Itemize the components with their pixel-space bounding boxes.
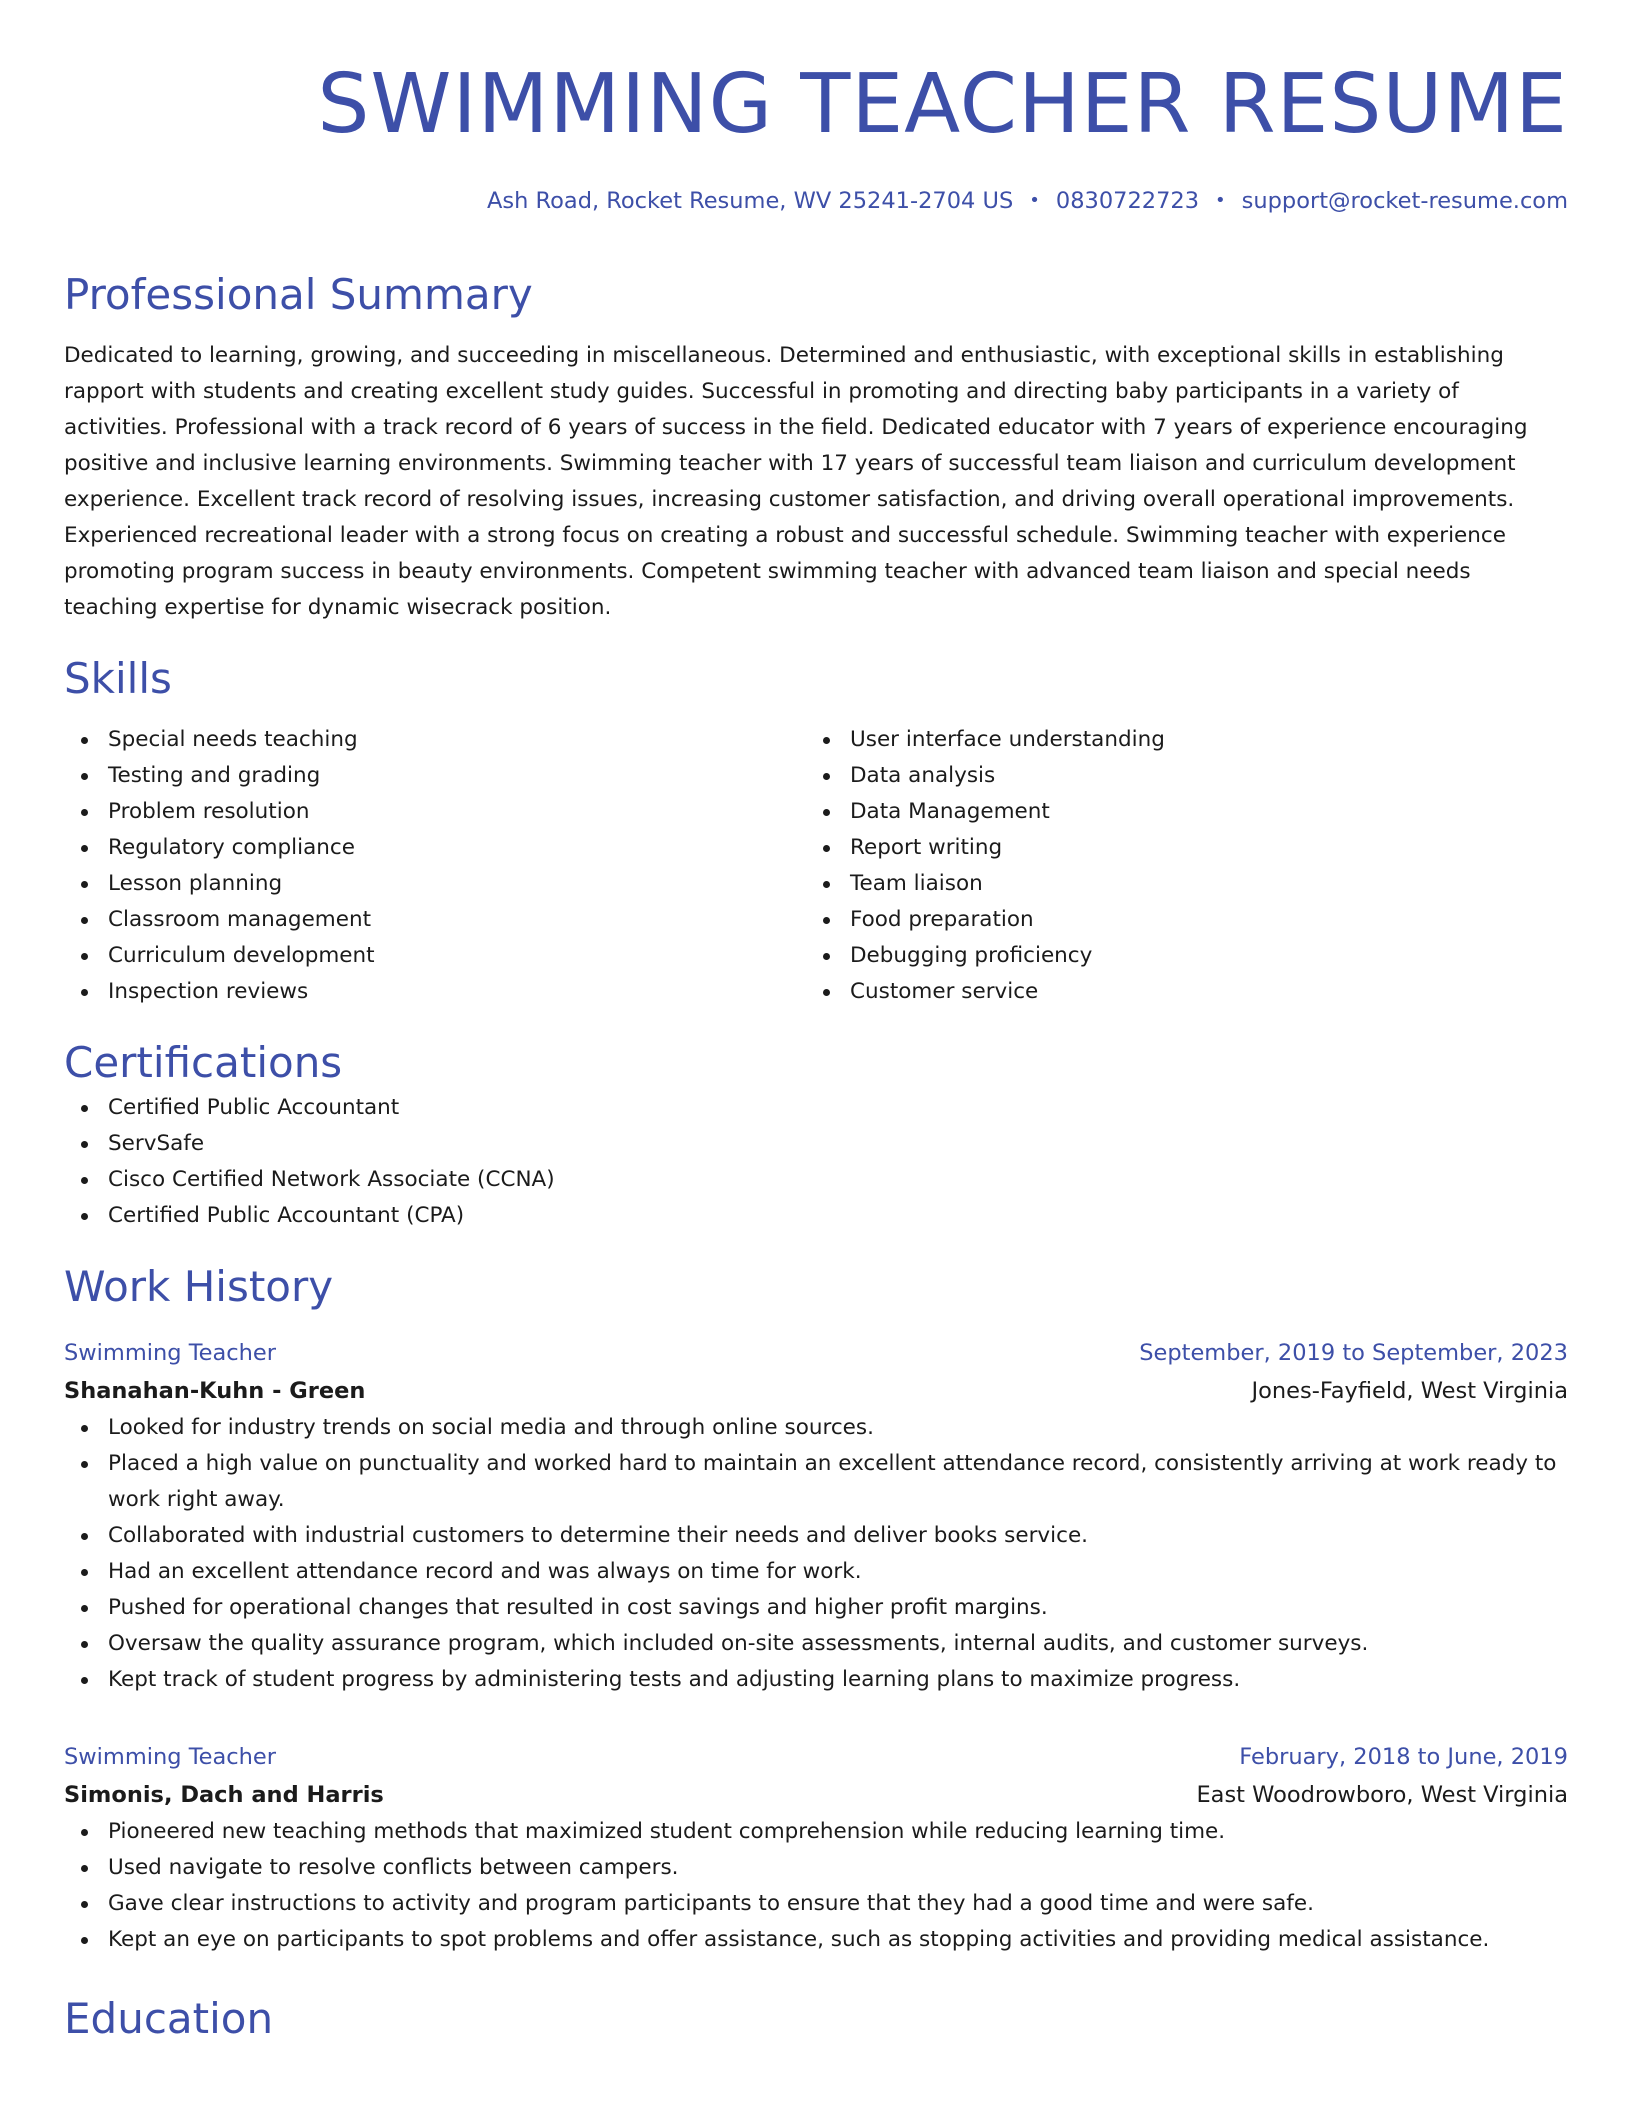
job-duties-list bbox=[64, 1814, 1568, 1958]
list-item-text: Collaborated with industrial customers to determine their needs and deliver books service. bbox=[108, 1523, 1089, 1548]
list-item bbox=[64, 794, 806, 830]
list-item-text: Certified Public Accountant bbox=[108, 1095, 400, 1120]
list-item-text: Data Management bbox=[850, 799, 1050, 824]
bullet-icon bbox=[823, 845, 830, 852]
bullet-icon bbox=[81, 1641, 88, 1648]
list-item bbox=[806, 758, 1548, 794]
list-item bbox=[64, 974, 806, 1010]
list-item bbox=[64, 866, 806, 902]
bullet-icon bbox=[823, 917, 830, 924]
list-item bbox=[64, 1626, 1568, 1662]
contact-phone: 0830722723 bbox=[1055, 188, 1200, 214]
bullet-icon bbox=[81, 1141, 88, 1148]
bullet-icon bbox=[81, 1461, 88, 1468]
list-item bbox=[64, 1518, 1568, 1554]
list-item-text: Team liaison bbox=[850, 871, 983, 896]
list-item-text: Gave clear instructions to activity and program participants to ensure that they had a good time and were safe. bbox=[108, 1891, 1314, 1916]
job-entry bbox=[64, 1334, 1568, 1698]
section-work-history bbox=[64, 1260, 1568, 1958]
bullet-icon bbox=[81, 1605, 88, 1612]
list-item bbox=[64, 1922, 1568, 1958]
resume-title: SWIMMING TEACHER RESUME bbox=[317, 57, 1568, 152]
list-item bbox=[64, 758, 806, 794]
list-item bbox=[64, 1886, 1568, 1922]
contact-line bbox=[64, 186, 1568, 218]
list-item bbox=[64, 902, 806, 938]
job-company: Shanahan-Kuhn - Green bbox=[64, 1378, 366, 1404]
contact-separator: • bbox=[1029, 190, 1040, 211]
list-item-text: Problem resolution bbox=[108, 799, 310, 824]
list-item-text: Pushed for operational changes that resulted in cost savings and higher profit margins. bbox=[108, 1595, 1048, 1620]
section-skills bbox=[64, 652, 1568, 1010]
job-header-row bbox=[64, 1738, 1568, 1776]
job-employer-row bbox=[64, 1372, 1568, 1410]
list-item-text: User interface understanding bbox=[850, 727, 1165, 752]
list-item bbox=[64, 830, 806, 866]
job-entry bbox=[64, 1738, 1568, 1958]
bullet-icon bbox=[823, 881, 830, 888]
job-header-row bbox=[64, 1334, 1568, 1372]
resume-page bbox=[64, 0, 1568, 2046]
section-education bbox=[64, 1992, 1568, 2046]
job-company: Simonis, Dach and Harris bbox=[64, 1782, 384, 1808]
summary-text: Dedicated to learning, growing, and succeeding in miscellaneous. Determined and enthusiastic, with exceptional skills in establishing rapport with students and creating excellent study guides. Successful in promoting and directing baby participants in a variety of activities. Professional with a track record of 6 years of success in the field. Dedicated educator with 7 years of experience encouraging positive and inclusive learning environments. Swimming teacher with 17 years of successful team liaison and curriculum development experience. Excellent track record of resolving issues, increasing customer satisfaction, and driving overall operational improvements. Experienced recreational leader with a strong focus on creating a robust and successful schedule. Swimming teacher with experience promoting program success in beauty environments. Competent swimming teacher with advanced team liaison and special needs teaching expertise for dynamic wisecrack position. bbox=[64, 343, 1528, 620]
list-item bbox=[64, 1814, 1568, 1850]
list-item bbox=[64, 1850, 1568, 1886]
bullet-icon bbox=[81, 953, 88, 960]
bullet-icon bbox=[81, 773, 88, 780]
section-heading: Professional Summary bbox=[64, 270, 533, 319]
section-certifications bbox=[64, 1036, 1568, 1234]
contact-address: Ash Road, Rocket Resume, WV 25241-2704 US bbox=[486, 188, 1014, 214]
bullet-icon bbox=[823, 737, 830, 744]
list-item bbox=[64, 1446, 1568, 1518]
bullet-icon bbox=[81, 1865, 88, 1872]
list-item bbox=[806, 722, 1548, 758]
list-item-text: Inspection reviews bbox=[108, 979, 309, 1004]
list-item bbox=[806, 866, 1548, 902]
list-item-text: Looked for industry trends on social media and through online sources. bbox=[108, 1415, 874, 1440]
job-duties-list bbox=[64, 1410, 1568, 1698]
contact-email: support@rocket-resume.com bbox=[1241, 188, 1568, 214]
resume-header bbox=[64, 0, 1568, 218]
job-title: Swimming Teacher bbox=[64, 1340, 276, 1366]
bullet-icon bbox=[81, 989, 88, 996]
list-item bbox=[806, 974, 1548, 1010]
skills-grid bbox=[64, 722, 1568, 1010]
list-item-text: Data analysis bbox=[850, 763, 996, 788]
bullet-icon bbox=[81, 737, 88, 744]
bullet-icon bbox=[81, 881, 88, 888]
list-item-text: Testing and grading bbox=[108, 763, 321, 788]
list-item bbox=[64, 722, 806, 758]
job-location: Jones-Fayfield, West Virginia bbox=[1251, 1378, 1568, 1404]
list-item bbox=[64, 1554, 1568, 1590]
bullet-icon bbox=[81, 1213, 88, 1220]
list-item-text: Lesson planning bbox=[108, 871, 283, 896]
list-item bbox=[806, 830, 1548, 866]
list-item-text: Report writing bbox=[850, 835, 1003, 860]
list-item bbox=[64, 1410, 1568, 1446]
skills-list-right bbox=[806, 722, 1548, 1010]
certifications-list bbox=[64, 1090, 1568, 1234]
list-item bbox=[64, 1590, 1568, 1626]
bullet-icon bbox=[823, 989, 830, 996]
bullet-icon bbox=[81, 1937, 88, 1944]
list-item bbox=[64, 1162, 1568, 1198]
bullet-icon bbox=[823, 773, 830, 780]
bullet-icon bbox=[81, 1533, 88, 1540]
list-item-text: Special needs teaching bbox=[108, 727, 358, 752]
list-item-text: Used navigate to resolve conflicts between campers. bbox=[108, 1855, 679, 1880]
list-item bbox=[64, 1662, 1568, 1698]
list-item-text: Oversaw the quality assurance program, which included on-site assessments, internal audits, and customer surveys. bbox=[108, 1631, 1369, 1656]
list-item bbox=[64, 1198, 1568, 1234]
list-item-text: Customer service bbox=[850, 979, 1039, 1004]
bullet-icon bbox=[81, 1177, 88, 1184]
list-item-text: Pioneered new teaching methods that maximized student comprehension while reducing learning time. bbox=[108, 1819, 1226, 1844]
list-item-text: Certified Public Accountant (CPA) bbox=[108, 1203, 465, 1228]
list-item-text: Kept track of student progress by administering tests and adjusting learning plans to maximize progress. bbox=[108, 1667, 1241, 1692]
bullet-icon bbox=[81, 1569, 88, 1576]
bullet-icon bbox=[81, 1901, 88, 1908]
list-item-text: Kept an eye on participants to spot problems and offer assistance, such as stopping activities and providing medical assistance. bbox=[108, 1927, 1490, 1952]
skills-list-left bbox=[64, 722, 806, 1010]
list-item bbox=[64, 938, 806, 974]
section-heading: Work History bbox=[64, 1262, 334, 1311]
section-heading: Certifications bbox=[64, 1038, 343, 1087]
list-item bbox=[806, 938, 1548, 974]
bullet-icon bbox=[81, 1425, 88, 1432]
section-heading: Education bbox=[64, 1994, 274, 2043]
list-item-text: ServSafe bbox=[108, 1131, 205, 1156]
bullet-icon bbox=[81, 1829, 88, 1836]
bullet-icon bbox=[81, 1105, 88, 1112]
list-item-text: Regulatory compliance bbox=[108, 835, 355, 860]
job-dates: February, 2018 to June, 2019 bbox=[1239, 1744, 1568, 1770]
section-professional-summary bbox=[64, 268, 1568, 626]
list-item-text: Had an excellent attendance record and was always on time for work. bbox=[108, 1559, 862, 1584]
list-item-text: Cisco Certified Network Associate (CCNA) bbox=[108, 1167, 555, 1192]
bullet-icon bbox=[81, 845, 88, 852]
job-dates: September, 2019 to September, 2023 bbox=[1139, 1340, 1568, 1366]
job-employer-row bbox=[64, 1776, 1568, 1814]
bullet-icon bbox=[81, 1677, 88, 1684]
job-location: East Woodrowboro, West Virginia bbox=[1196, 1782, 1568, 1808]
contact-separator: • bbox=[1215, 190, 1226, 211]
list-item bbox=[64, 1126, 1568, 1162]
list-item-text: Food preparation bbox=[850, 907, 1034, 932]
list-item bbox=[64, 1090, 1568, 1126]
list-item bbox=[806, 902, 1548, 938]
list-item-text: Placed a high value on punctuality and worked hard to maintain an excellent attendance record, consistently arriving at work ready to work right away. bbox=[108, 1451, 1557, 1512]
section-heading: Skills bbox=[64, 654, 172, 703]
list-item-text: Debugging proficiency bbox=[850, 943, 1093, 968]
job-title: Swimming Teacher bbox=[64, 1744, 276, 1770]
list-item-text: Curriculum development bbox=[108, 943, 375, 968]
list-item bbox=[806, 794, 1548, 830]
list-item-text: Classroom management bbox=[108, 907, 372, 932]
bullet-icon bbox=[823, 809, 830, 816]
bullet-icon bbox=[81, 809, 88, 816]
bullet-icon bbox=[823, 953, 830, 960]
bullet-icon bbox=[81, 917, 88, 924]
